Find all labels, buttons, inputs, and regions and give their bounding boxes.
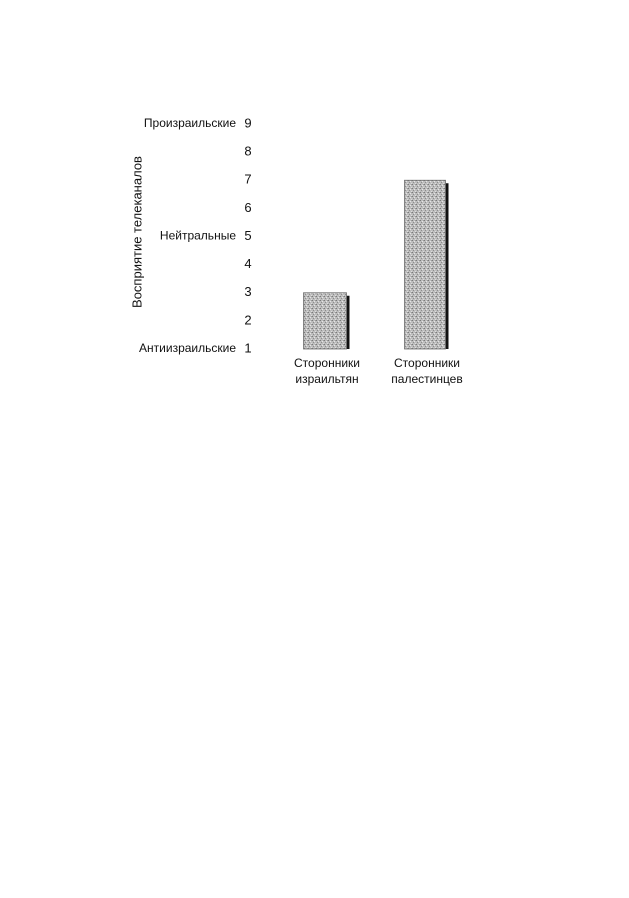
y-tick-label: 9: [244, 115, 252, 131]
x-category-labels: [294, 356, 463, 386]
x-category-label: Сторонники: [394, 356, 460, 370]
y-tick-labels: [244, 115, 251, 355]
y-tick-label: 2: [244, 312, 252, 328]
y-category-label: Нейтральные: [159, 228, 236, 243]
y-category-label: Антиизраильские: [139, 341, 236, 356]
x-category-label: палестинцев: [391, 372, 463, 386]
y-tick-label: 6: [244, 199, 252, 215]
y-category-labels: [139, 116, 236, 355]
bar: [304, 293, 347, 349]
bars: [304, 180, 449, 349]
x-category-label: израильтян: [295, 372, 359, 386]
y-tick-label: 7: [244, 171, 252, 187]
y-tick-label: 1: [244, 340, 252, 356]
y-tick-label: 4: [244, 256, 252, 272]
bar: [405, 180, 446, 349]
y-axis-title: Восприятие телеканалов: [129, 156, 145, 308]
y-tick-label: 5: [244, 227, 252, 243]
y-tick-label: 8: [244, 143, 252, 159]
x-category-label: Сторонники: [294, 356, 360, 370]
y-tick-label: 3: [244, 284, 252, 300]
y-category-label: Произраильские: [143, 116, 236, 131]
